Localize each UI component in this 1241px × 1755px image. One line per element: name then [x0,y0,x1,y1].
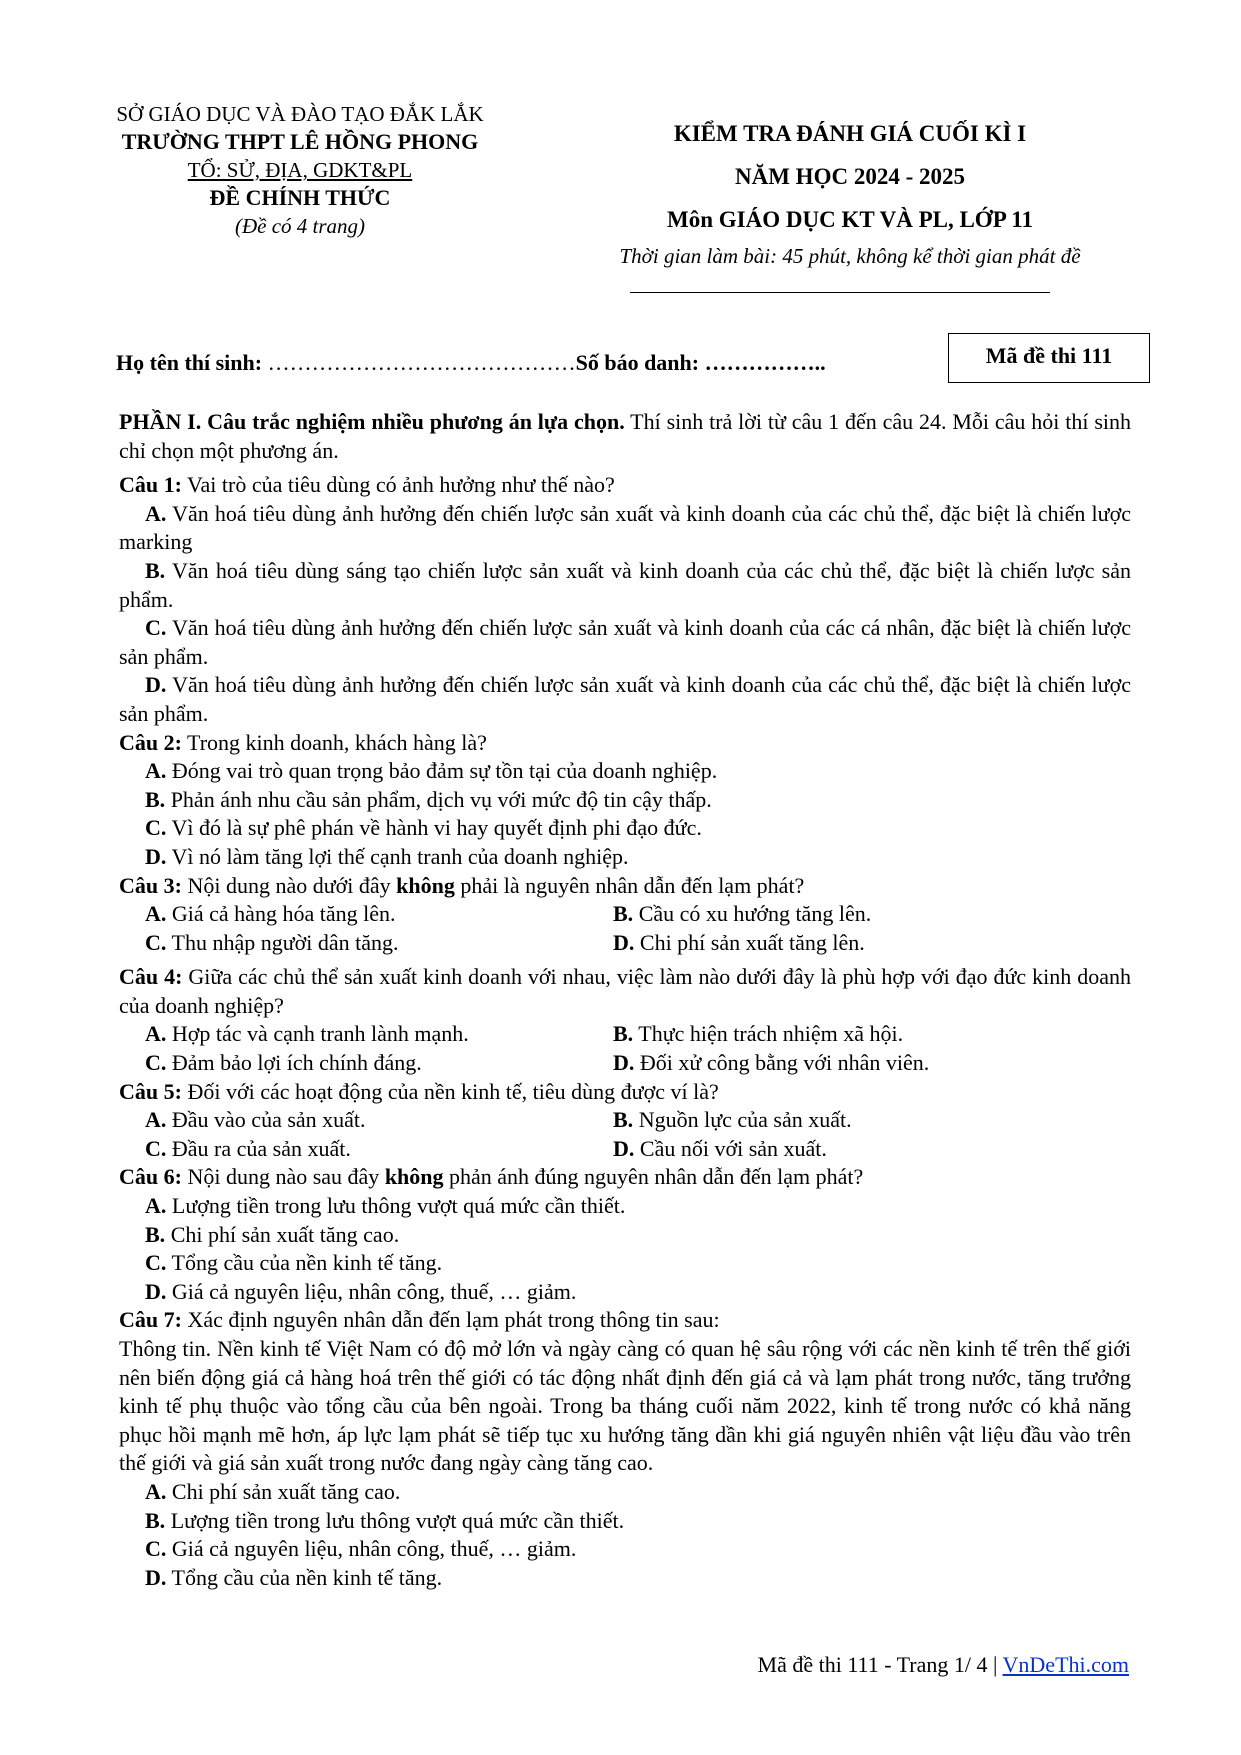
official-label: ĐỀ CHÍNH THỨC [209,185,391,210]
option-c: C. Thu nhập người dân tăng. [145,929,399,955]
school-name: TRƯỜNG THPT LÊ HỒNG PHONG [121,129,479,154]
question-text: Trong kinh doanh, khách hàng là? [181,729,487,755]
option-b: B. Nguồn lực của sản xuất. [613,1107,852,1133]
option-d: D. Chi phí sản xuất tăng lên. [613,929,865,955]
exam-code-box: Mã đề thi 111 [948,333,1150,383]
option-a: A. Giá cả hàng hóa tăng lên. [145,901,396,927]
exam-title: KIỂM TRA ĐÁNH GIÁ CUỐI KÌ I [673,121,1027,146]
option-b: B. Văn hoá tiêu dùng sáng tạo chiến lược sản xuất và kinh doanh của các chủ thể, đặc biệt là chiến lược sản phẩm. [119,557,1132,612]
question-4 [119,963,1131,1020]
option-a: A. Đóng vai trò quan trọng bảo đảm sự tồn tại của doanh nghiệp. [145,758,718,784]
question-label: Câu 6: [119,1164,182,1190]
header-divider [630,292,1050,293]
name-label: Họ tên thí sinh: [116,350,268,375]
question-text: Giữa các chủ thể sản xuất kinh doanh với nhau, việc làm nào dưới đây là phù hợp với đạo đức kinh doanh của doanh nghiệp? [119,964,1132,1018]
option-c: C. Đầu ra của sản xuất. [145,1135,351,1161]
option-d: D. Tổng cầu của nền kinh tế tăng. [145,1564,443,1590]
question-text: Vai trò của tiêu dùng có ảnh hưởng như thế nào? [181,472,615,498]
option-b: B. Lượng tiền trong lưu thông vượt quá mức cần thiết. [145,1507,625,1533]
name-blank: …………………………………… [267,350,576,375]
option-a: A. Đầu vào của sản xuất. [145,1107,366,1133]
part1-title: PHẦN I. Câu trắc nghiệm nhiều phương án lựa chọn. [119,409,625,434]
question-7 [119,1306,1131,1335]
option-c: C. Tổng cầu của nền kinh tế tăng. [145,1250,443,1276]
pages-note: (Đề có 4 trang) [234,214,366,238]
page-footer [758,1651,1129,1680]
option-b: B. Phản ánh nhu cầu sản phẩm, dịch vụ với mức độ tin cậy thấp. [145,786,712,812]
option-d: D. Đối xử công bằng với nhân viên. [613,1050,930,1076]
question-1 [119,471,1131,500]
question-text: Xác định nguyên nhân dẫn đến lạm phát trong thông tin sau: [181,1307,720,1333]
part1-heading [119,408,1131,465]
department-name: SỞ GIÁO DỤC VÀ ĐÀO TẠO ĐẮK LẮK [116,102,484,126]
info-paragraph: Thông tin. Nền kinh tế Việt Nam có độ mở lớn và ngày càng có quan hệ sâu rộng với các nền kinh tế trên thế giới nên biến động giá cả hàng hoá trên thế giới có tác động nhất định đến giá cả và lạm phát trong nước, tăng trưởng kinh tế phụ thuộc vào tổng cầu của bên ngoài. Trong ba tháng cuối năm 2022, kinh tế trong nước có khả năng phục hồi mạnh mẽ hơn, áp lực lạm phát sẽ tiếp tục xu hướng tăng dần khi giá nguyên nhiên vật liệu đầu vào trên thế giới và giá sản xuất trong nước đang ngày càng tăng cao. [119,1336,1131,1476]
footer-link[interactable]: VnDeThi.com [1002,1652,1129,1677]
question-label: Câu 5: [119,1078,182,1104]
option-d: D. Cầu nối với sản xuất. [613,1135,827,1161]
question-2 [119,729,1131,758]
option-a: A. Chi phí sản xuất tăng cao. [145,1478,401,1504]
options-row [119,1020,1131,1049]
footer-text: Mã đề thi 111 - Trang 1/ 4 | [757,1652,1003,1677]
question-label: Câu 1: [119,472,182,498]
group-name: TỔ: SỬ, ĐỊA, GDKT&PL [187,158,413,182]
option-c: C. Văn hoá tiêu dùng ảnh hưởng đến chiến lược sản xuất và kinh doanh của các cá nhân, đặc biệt là chiến lược sản phẩm. [119,615,1131,669]
options-row [119,1135,1131,1164]
option-c: C. Đảm bảo lợi ích chính đáng. [145,1050,422,1076]
option-a: A. Văn hoá tiêu dùng ảnh hưởng đến chiến lược sản xuất và kinh doanh của các chủ thể, đặc biệt là chiến lược marking [119,500,1131,555]
candidate-line [116,349,826,378]
option-b: B. Cầu có xu hướng tăng lên. [613,901,872,927]
question-label: Câu 3: [119,872,182,898]
options-row [119,1106,1131,1135]
option-d: D. Giá cả nguyên liệu, nhân công, thuế, … giảm. [145,1278,577,1304]
option-d: D. Văn hoá tiêu dùng ảnh hưởng đến chiến lược sản xuất và kinh doanh của các chủ thể, đặc biệt là chiến lược sản phẩm. [119,672,1131,726]
subject-title: Môn GIÁO DỤC KT VÀ PL, LỚP 11 [667,207,1033,232]
option-a: A. Hợp tác và cạnh tranh lành mạnh. [145,1021,469,1047]
option-a: A. Lượng tiền trong lưu thông vượt quá mức cần thiết. [145,1193,626,1219]
question-5 [119,1078,1131,1107]
question-label: Câu 7: [119,1307,182,1333]
header-left [60,100,540,240]
option-c: C. Vì đó là sự phê phán về hành vi hay quyết định phi đạo đức. [145,815,702,841]
header-right [570,112,1130,271]
options-row [119,929,1131,958]
sbd-blank: …………….. [704,350,826,375]
question-text: Đối với các hoạt động của nền kinh tế, tiêu dùng được ví là? [181,1078,719,1104]
question-6: Câu 6: Nội dung nào sau đây không phản ánh đúng nguyên nhân dẫn đến lạm phát? [119,1164,864,1190]
question-label: Câu 4: [119,964,183,990]
time-note: Thời gian làm bài: 45 phút, không kể thời gian phát đề [619,244,1081,268]
option-c: C. Giá cả nguyên liệu, nhân công, thuế, … giảm. [145,1536,577,1562]
sbd-label: Số báo danh: [575,350,705,375]
part1-instruction: Thí sinh trả lời từ câu 1 đến câu 24. Mỗi câu hỏi thí sinh chỉ chọn một phương án. [119,409,1131,463]
exam-content [119,408,1131,1592]
option-b: B. Thực hiện trách nhiệm xã hội. [613,1021,904,1047]
options-row [119,900,1131,929]
question-label: Câu 2: [119,729,182,755]
question-3: Câu 3: Nội dung nào dưới đây không phải là nguyên nhân dẫn đến lạm phát? [119,872,805,898]
options-row [119,1049,1131,1078]
option-d: D. Vì nó làm tăng lợi thế cạnh tranh của doanh nghiệp. [145,843,629,869]
option-b: B. Chi phí sản xuất tăng cao. [145,1221,400,1247]
school-year: NĂM HỌC 2024 - 2025 [735,164,965,189]
